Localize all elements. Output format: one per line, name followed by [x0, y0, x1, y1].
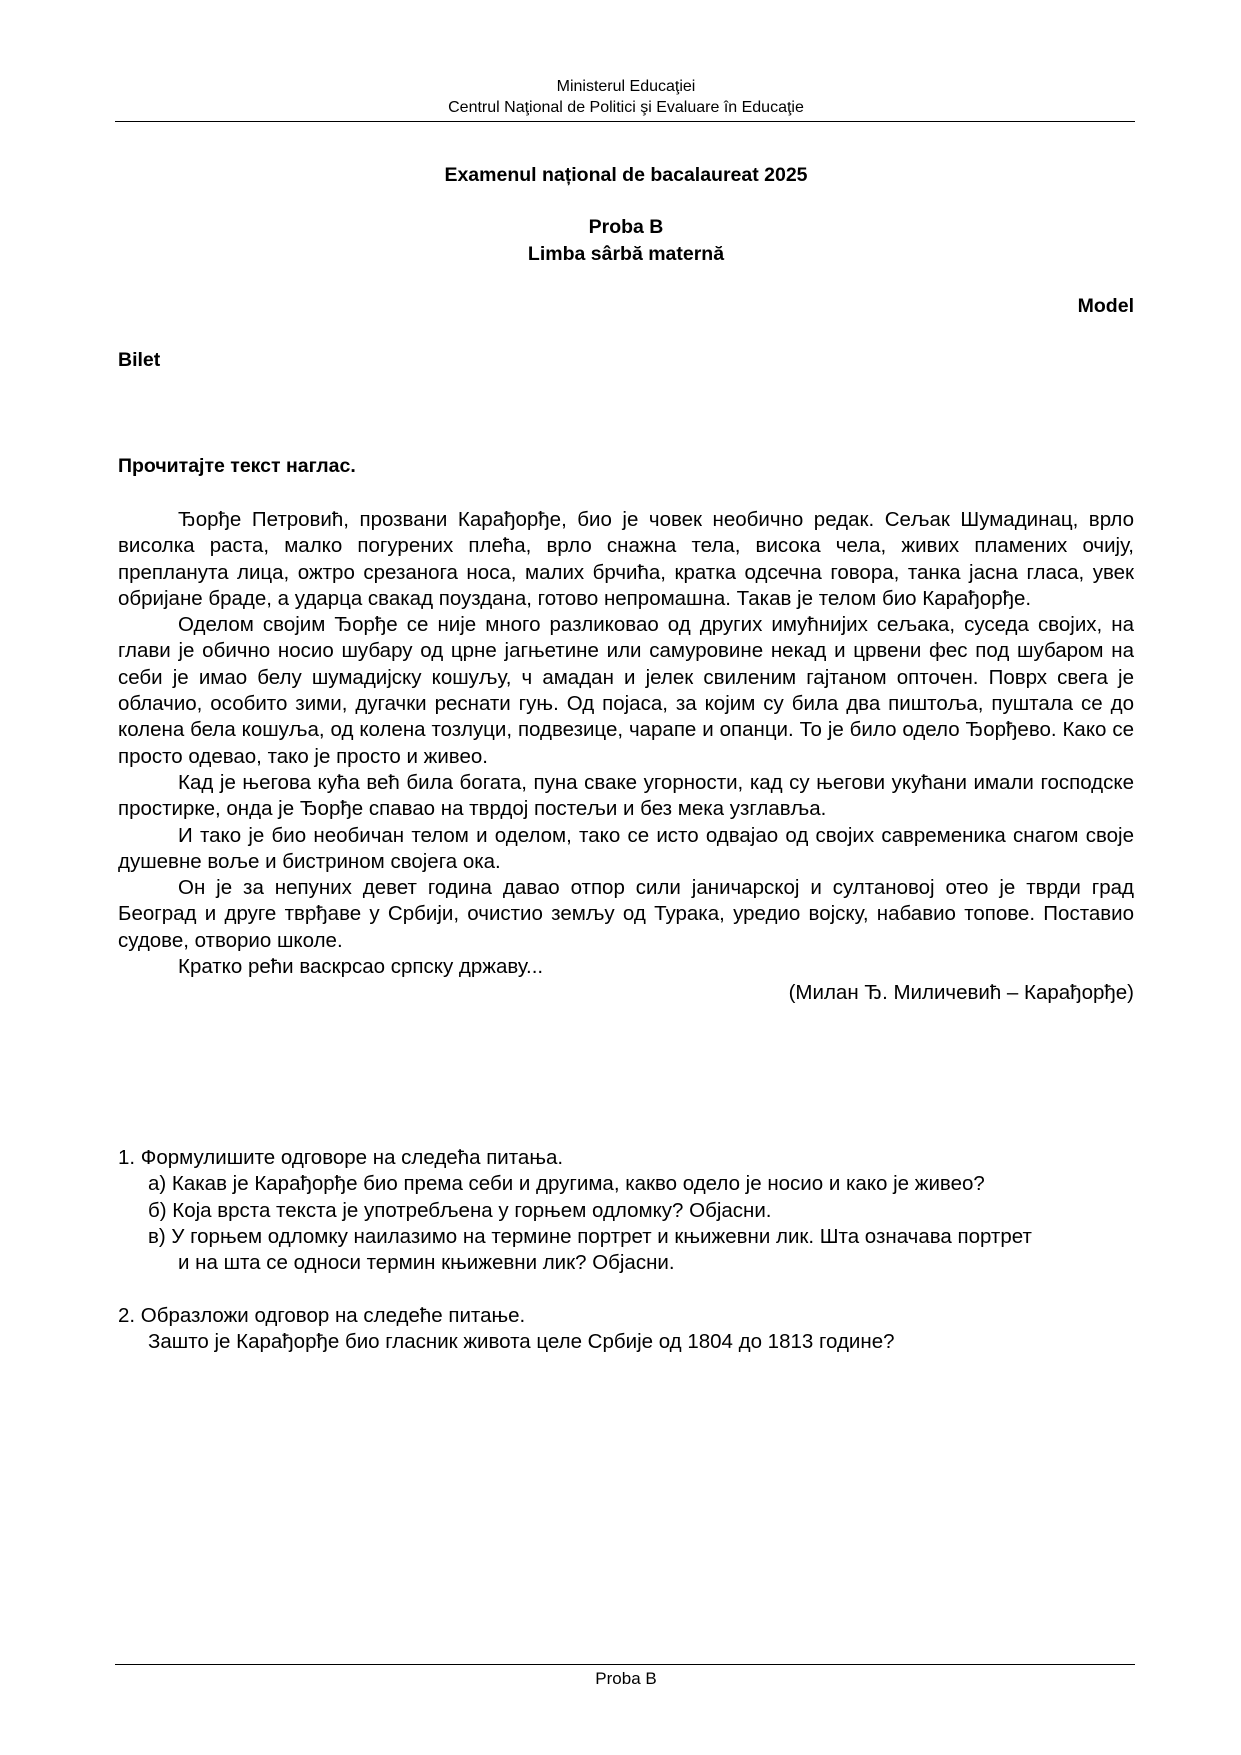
question-1v: в) У горњем одломку наилазимо на термине портрет и књижевни лик. Шта означава портрет	[148, 1224, 1032, 1248]
source-citation: (Милан Ђ. Миличевић – Карађорђе)	[788, 981, 1134, 1005]
reading-text	[118, 507, 1134, 1007]
exam-subtitle-language: Limba sârbă maternă	[527, 243, 725, 265]
footer-label: Proba B	[595, 1669, 657, 1688]
bilet-label: Bilet	[118, 349, 161, 371]
paragraph: Он је за непуних девет година давао отпор сили јаничарској и султановој отео је тврди град Београд и друге тврђаве у Србији, очистио земљу од Турака, уредио војску, набавио топове. Поставио судове, отворио школе.	[118, 876, 1134, 952]
paragraph: Ђорђе Петровић, прозвани Карађорђе, био је човек необично редак. Сељак Шумадинац, врло висолка раста, малко погурених плећа, врло снажна тела, висока чела, живих пламених очију, препланута лица, ожтро срезанога носа, малих брчића, кратка одсечна говора, танка јасна гласа, увек обријане браде, а ударца свакад поуздана, готово непромашна. Такав је телом био Карађорђе.	[118, 508, 1134, 610]
question-2	[118, 1303, 1134, 1356]
paragraph: И тако је био необичан телом и оделом, тако се исто одвајао од својих савременика снагом своје душевне воље и бистрином својега ока.	[118, 823, 1134, 873]
instruction: Прочитајте текст наглас.	[118, 455, 356, 477]
header-ministry: Ministerul Educaţiei	[556, 78, 696, 95]
paragraph: Кратко рећи васкрсао српску државу...	[178, 955, 544, 979]
question-1-title: 1. Формулишите одговоре на следећа питања.	[118, 1146, 564, 1169]
question-1b: б) Која врста текста је употребљена у горњем одломку? Објасни.	[148, 1198, 772, 1222]
paragraph: Кад је његова кућа већ била богата, пуна сваке угорности, кад су његови укућани имали господске простирке, онда је Ђорђе спавао на тврдој постељи и без мека узглавља.	[118, 770, 1134, 821]
paragraph: Оделом својим Ђорђе се није много разликовао од других имућнијих сељака, суседа својих, на глави је обично носио шубару од црне јагњетине или самуровине некад и црвени фес под шубаром на себи је имао белу шумадијску кошуљу, ч амадан и јелек свиленим гајтаном опточен. Поврх свега је облачио, особито зими, дугачки реснати гуњ. Од појаса, за којим су била два пиштоља, пуштала се до колена бела кошуља, од колена тозлуци, подвезице, чарапе и опанци. То је било одело Ђорђево. Како се просто одевао, тако је просто и живео.	[118, 613, 1134, 768]
question-1v-cont: и на шта се односи термин књижевни лик? Објасни.	[178, 1251, 675, 1275]
header-rule	[115, 121, 1135, 122]
exam-subtitle-proba: Proba B	[588, 216, 664, 238]
question-1a: а) Какав је Карађорђе био према себи и другима, какво одело је носио и како је живео?	[148, 1172, 985, 1196]
question-1	[118, 1145, 1134, 1276]
model-label: Model	[1077, 295, 1134, 317]
question-2-title: 2. Образложи одговор на следеће питање.	[118, 1304, 526, 1327]
footer-rule	[115, 1664, 1135, 1665]
question-2-text: Зашто је Карађорђе био гласник живота целе Србије од 1804 до 1813 године?	[148, 1330, 895, 1354]
header-center: Centrul Naţional de Politici şi Evaluare în Educaţie	[448, 99, 804, 116]
exam-title: Examenul național de bacalaureat 2025	[444, 164, 808, 186]
